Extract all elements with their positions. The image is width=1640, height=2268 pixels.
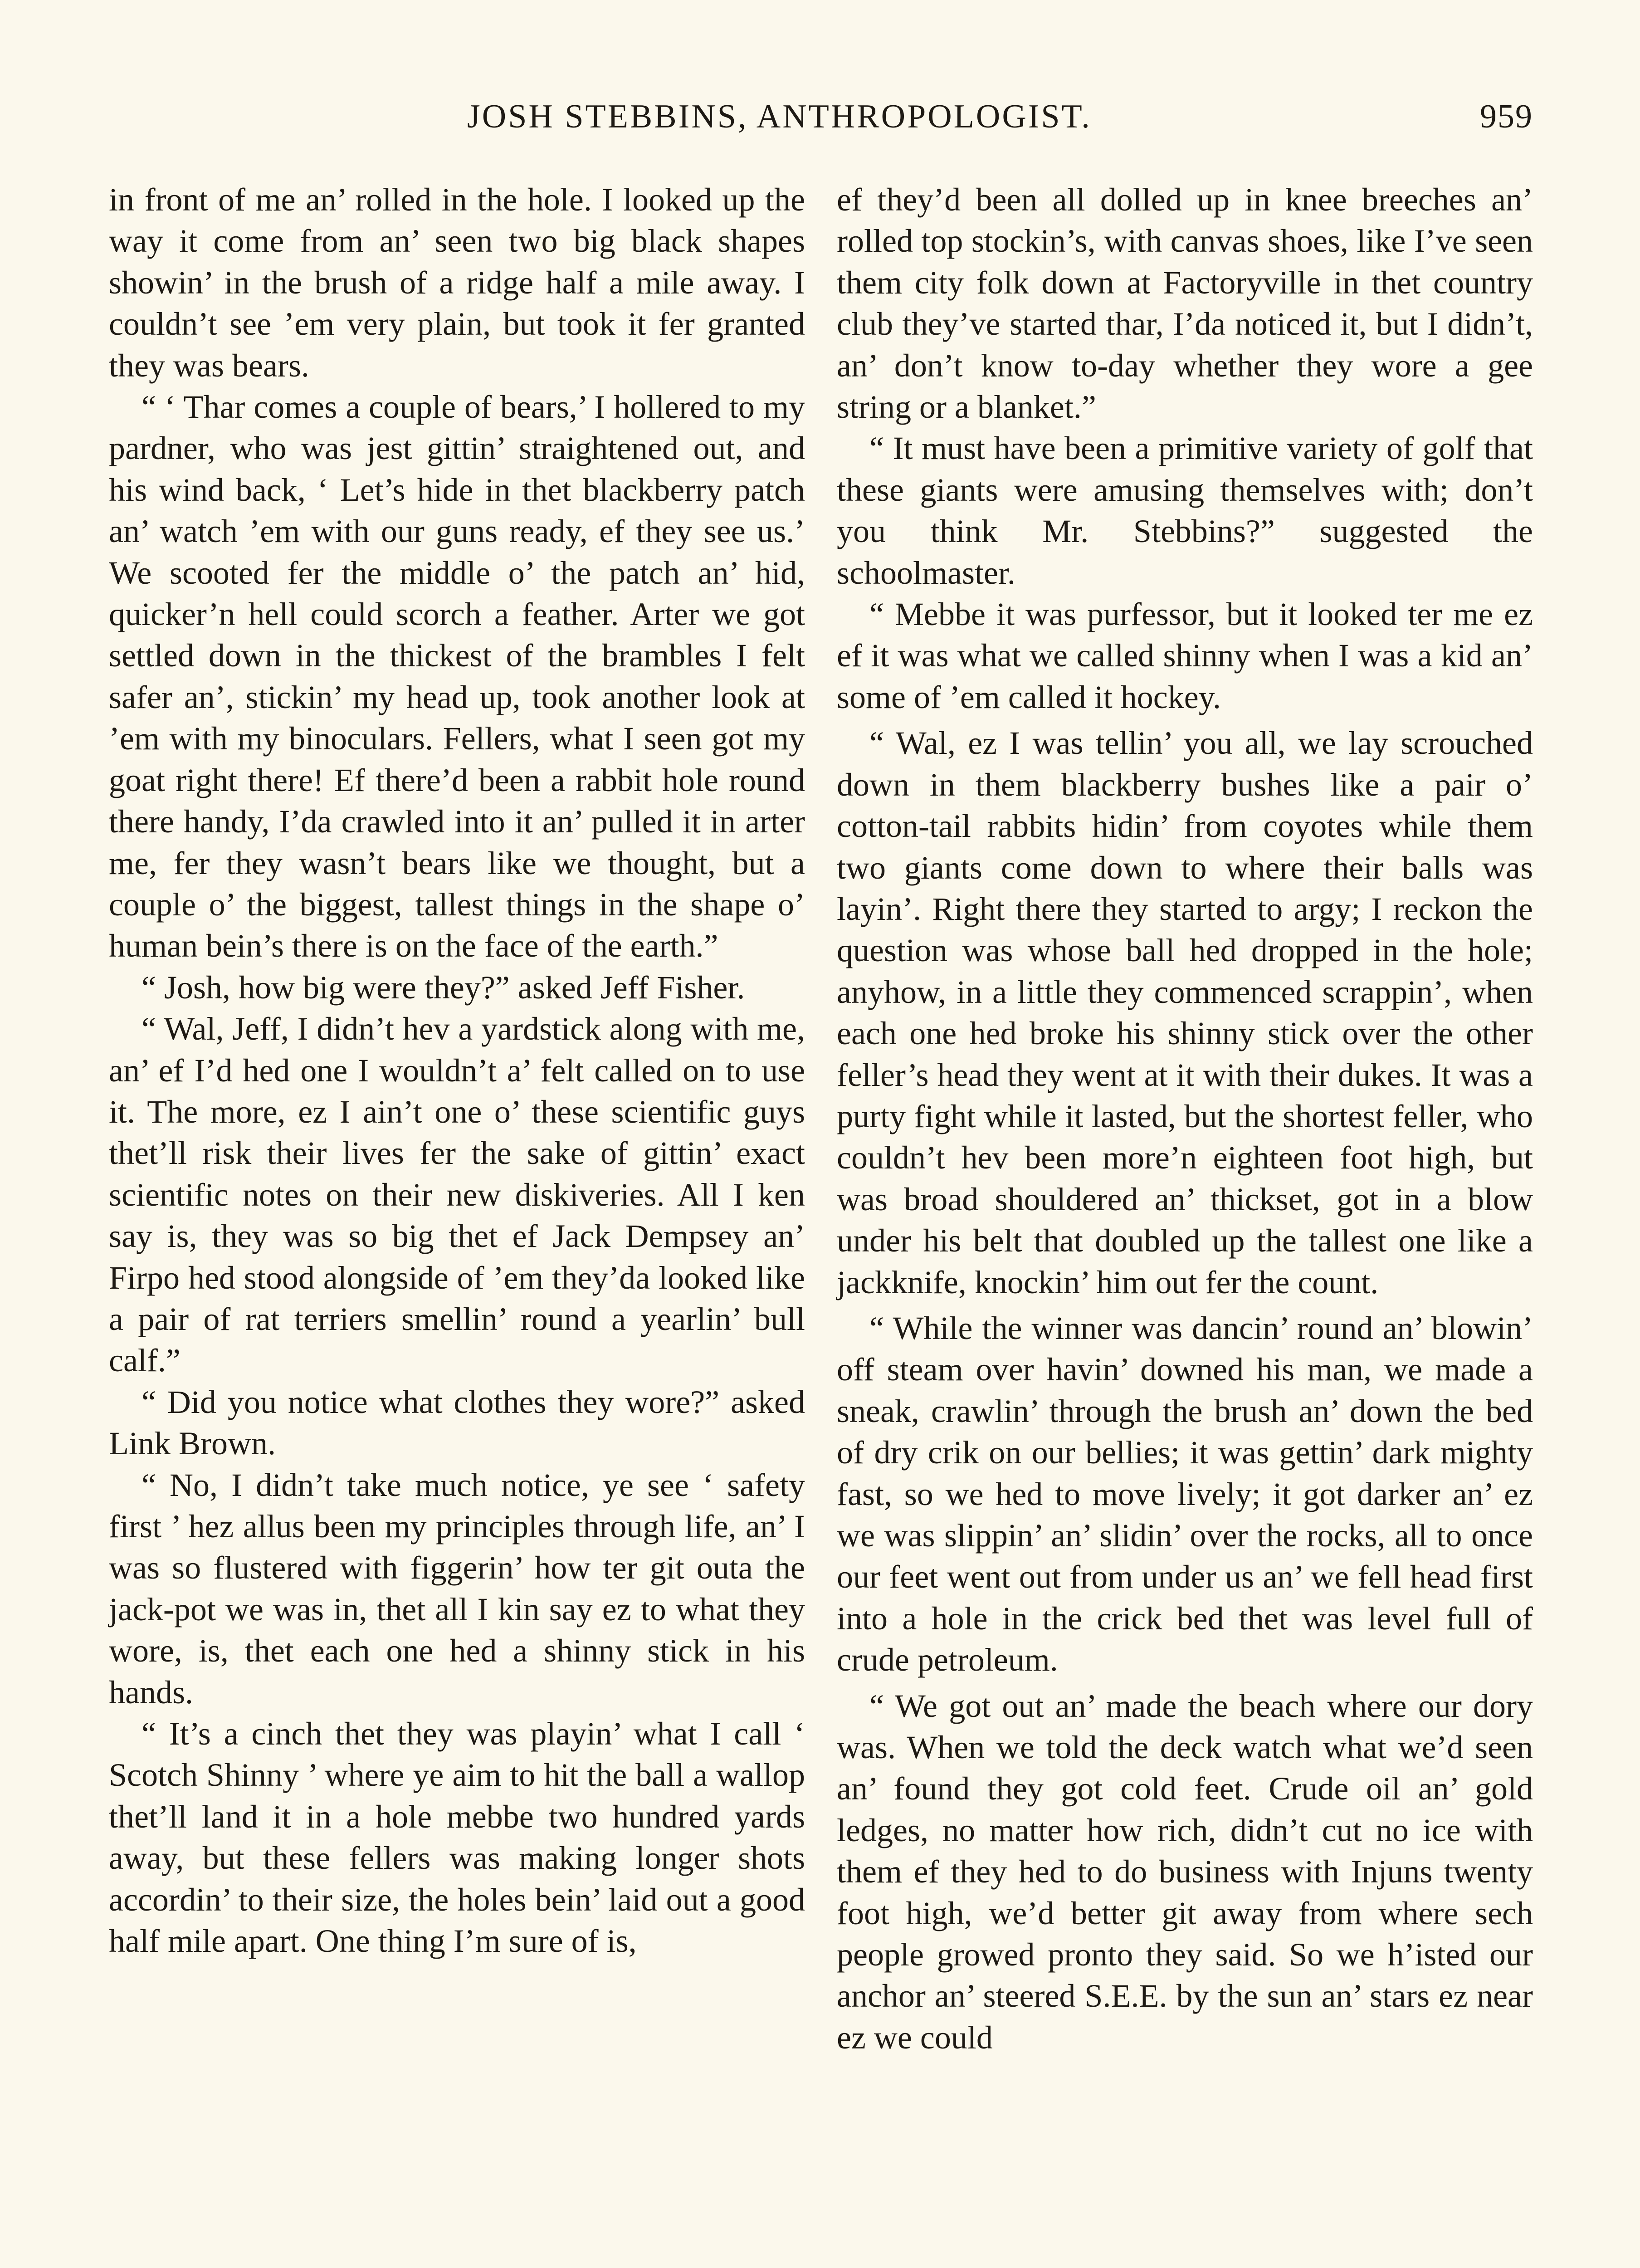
page-header — [109, 98, 1533, 147]
paragraph: “ ‘ Thar comes a couple of bears,’ I hollered to my pardner, who was jest gittin’ straightened out, and his wind back, ‘ Let’s hide in thet blackberry patch an’ watch ’em with our guns ready, ef they see us.’ We scooted fer the middle o’ the patch an’ hid, quicker’n hell could scorch a feather. Arter we got settled down in the thickest of the brambles I felt safer an’, stickin’ my head up, took another look at ’em with my binoculars. Fellers, what I seen got my goat right there! Ef there’d been a rabbit hole round there handy, I’da crawled into it an’ pulled it in arter me, fer they wasn’t bears like we thought, but a couple o’ the biggest, tallest things in the shape o’ human bein’s there is on the face of the earth.” — [109, 389, 805, 964]
paragraph: ef they’d been all dolled up in knee breeches an’ rolled top stockin’s, with canvas shoes, like I’ve seen them city folk down at Factoryville in thet country club they’ve started thar, I’da noticed it, but I didn’t, an’ don’t know to-day whether they wore a gee string or a blanket.” — [837, 181, 1533, 425]
paragraph: “ No, I didn’t take much notice, ye see ‘ safety first ’ hez allus been my principles through life, an’ I was so flustered with figgerin’ how ter git outa the jack-pot we was in, thet all I kin say ez to what they wore, is, thet each one hed a shinny stick in his hands. — [109, 1466, 805, 1711]
paragraph: in front of me an’ rolled in the hole. I looked up the way it come from an’ seen two big black shapes showin’ in the brush of a ridge half a mile away. I couldn’t see ’em very plain, but took it fer granted they was bears. — [109, 181, 805, 384]
paragraph: “ It must have been a primitive variety of golf that these giants were amusing themselves with; don’t you think Mr. Stebbins?” suggested the schoolmaster. — [837, 430, 1533, 591]
running-title: JOSH STEBBINS, ANTHROPOLOGIST. — [467, 98, 1092, 135]
page-number: 959 — [1480, 98, 1533, 135]
paragraph: “ Wal, Jeff, I didn’t hev a yardstick along with me, an’ ef I’d hed one I wouldn’t a’ felt called on to use it. The more, ez I ain’t one o’ these scientific guys thet’ll risk their lives fer the sake of gittin’ exact scientific notes on their new diskiveries. All I ken say is, they was so big thet ef Jack Dempsey an’ Firpo hed stood alongside of ’em they’da looked like a pair of rat terriers smellin’ round a yearlin’ bull calf.” — [109, 1011, 805, 1379]
paragraph: “ Did you notice what clothes they wore?” asked Link Brown. — [109, 1383, 805, 1462]
left-column — [109, 179, 805, 1962]
paragraph: “ Mebbe it was purfessor, but it looked ter me ez ef it was what we called shinny when I was a kid an’ some of ’em called it hockey. — [837, 596, 1533, 715]
paragraph: “ Wal, ez I was tellin’ you all, we lay scrouched down in them blackberry bushes like a pair o’ cotton-tail rabbits hidin’ from coyotes while them two giants come down to where their balls was layin’. Right there they started to argy; I reckon the question was whose ball hed dropped in the hole; anyhow, in a little they commenced scrappin’, when each one hed broke his shinny stick over the other feller’s head they went at it with their dukes. It was a purty fight while it lasted, but the shortest feller, who couldn’t hev been more’n eighteen foot high, but was broad shouldered an’ thickset, got in a blow under his belt that doubled up the tallest one like a jackknife, knockin’ him out fer the count. — [837, 725, 1533, 1300]
right-column — [837, 179, 1533, 2058]
paragraph: “ It’s a cinch thet they was playin’ what I call ‘ Scotch Shinny ’ where ye aim to hit the ball a wallop thet’ll land it in a hole mebbe two hundred yards away, but these fellers was making longer shots accordin’ to their size, the holes bein’ laid out a good half mile apart. One thing I’m sure of is, — [109, 1716, 805, 1960]
paragraph: “ We got out an’ made the beach where our dory was. When we told the deck watch what we’d seen an’ found they got cold feet. Crude oil an’ gold ledges, no matter how rich, didn’t cut no ice with them ef they hed to do business with Injuns twenty foot high, we’d better git away from where sech people growed pronto they said. So we h’isted our anchor an’ steered S.E.E. by the sun an’ stars ez near ez we could — [837, 1687, 1533, 2056]
paragraph: “ Josh, how big were they?” asked Jeff Fisher. — [142, 969, 745, 1006]
paragraph: “ While the winner was dancin’ round an’ blowin’ off steam over havin’ downed his man, we made a sneak, crawlin’ through the brush an’ down the bed of dry crik on our bellies; it was gettin’ dark mighty fast, so we hed to move lively; it got darker an’ ez we was slippin’ an’ slidin’ over the rocks, all to once our feet went out from under us an’ we fell head first into a hole in the crick bed thet was level full of crude petroleum. — [837, 1310, 1533, 1678]
